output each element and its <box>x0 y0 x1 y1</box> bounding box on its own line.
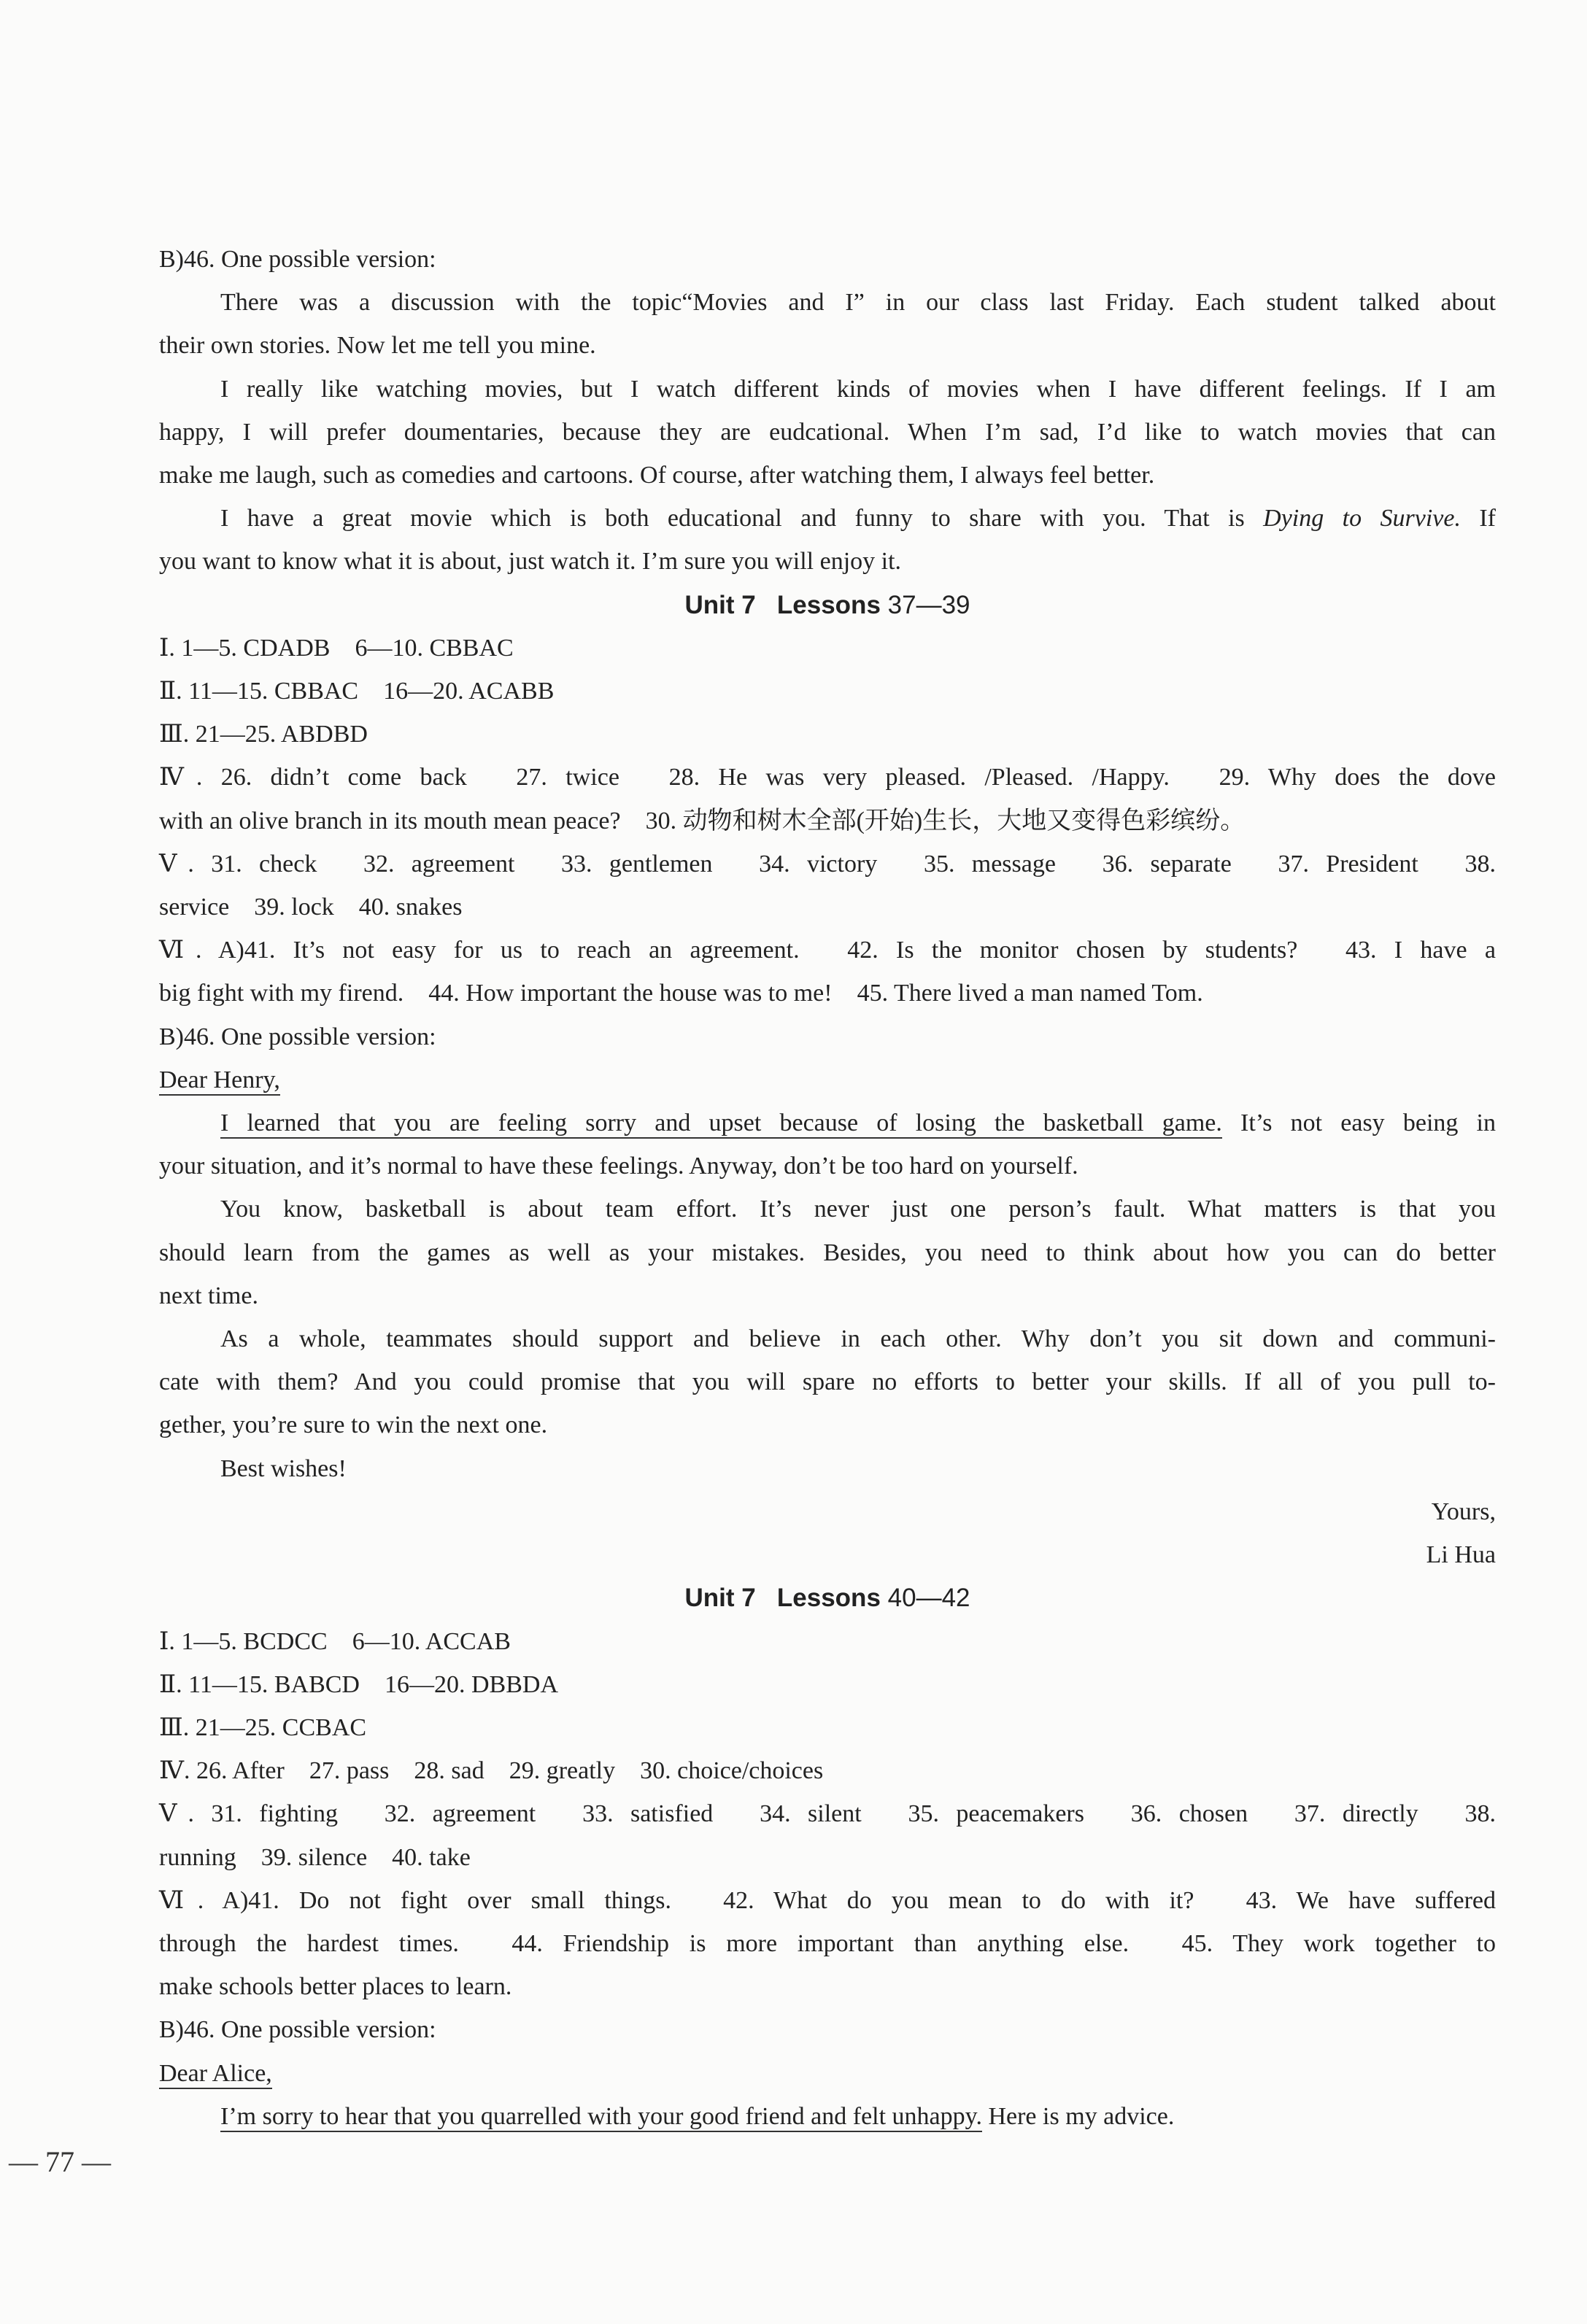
text-line: next time. <box>159 1282 258 1309</box>
letter-salutation: Dear Alice, <box>159 2052 1496 2095</box>
letter-salutation: Dear Henry, <box>159 1058 1496 1101</box>
answer-line: running 39. silence 40. take <box>159 1843 471 1871</box>
answer-line: Ⅱ. 11—15. BABCD 16—20. DBBDA <box>159 1670 559 1698</box>
answer-line: Ⅱ. 11—15. CBBAC 16—20. ACABB <box>159 678 555 705</box>
answer-line: Ⅳ. 26. After 27. pass 28. sad 29. greatly 30. choice/choices <box>159 1757 824 1785</box>
section-heading: Unit 7 Lessons 40—42 <box>684 1584 970 1613</box>
answer-line: Ⅲ. 21—25. CCBAC <box>159 1713 367 1741</box>
text-line: There was a discussion with the topic“Movies and I” in our class last Friday. Each student talked about <box>220 289 1496 317</box>
text-line: you want to know what it is about, just watch it. I’m sure you will enjoy it. <box>159 548 902 576</box>
movie-title: Dying to Survive. <box>1263 505 1461 532</box>
answer-line: Ⅰ. 1—5. CDADB 6—10. CBBAC <box>159 634 514 662</box>
text-line: I have a great movie which is both educational and funny to share with you. That is Dying to Survive. If <box>220 505 1496 532</box>
answer-line: with an olive branch in its mouth mean peace? 30. 动物和树木全部(开始)生长，大地又变得色彩缤纷。 <box>159 807 1246 834</box>
text-line: gether, you’re sure to win the next one. <box>159 1411 548 1439</box>
answer-line: Ⅰ. 1—5. BCDCC 6—10. ACCAB <box>159 1627 511 1655</box>
underlined-sentence: I learned that you are feeling sorry and upset because of losing the basketball game. <box>220 1109 1222 1139</box>
underlined-sentence: I’m sorry to hear that you quarrelled with your good friend and felt unhappy. <box>220 2103 982 2132</box>
document-body <box>159 238 1496 2138</box>
answer-line: Ⅳ. 26. didn’t come back 27. twice 28. He was very pleased. /Pleased. /Happy. 29. Why does the dove <box>159 764 1496 791</box>
text-line: make me laugh, such as comedies and cartoons. Of course, after watching them, I always feel better. <box>159 462 1155 489</box>
text-line: B)46. One possible version: <box>159 246 436 273</box>
text-line: I learned that you are feeling sorry and upset because of losing the basketball game. It’s not easy being in <box>159 1101 1496 1144</box>
letter-closing: Yours, <box>1431 1498 1496 1525</box>
text-line: should learn from the games as well as your mistakes. Besides, you need to think about how you can do better <box>159 1239 1496 1266</box>
text-line: your situation, and it’s normal to have these feelings. Anyway, don’t be too hard on yourself. <box>159 1153 1078 1180</box>
text-line: B)46. One possible version: <box>159 1023 436 1050</box>
letter-signature: Li Hua <box>1426 1541 1496 1569</box>
answer-line: Ⅵ. A)41. Do not fight over small things. 42. What do you mean to do with it? 43. We have suffered <box>159 1886 1496 1914</box>
text-line: B)46. One possible version: <box>159 2016 436 2044</box>
answer-line: Ⅴ. 31. check 32. agreement 33. gentlemen 34. victory 35. message 36. separate 37. President 38. <box>159 850 1496 878</box>
text-line: their own stories. Now let me tell you mine. <box>159 332 596 360</box>
answer-line: big fight with my firend. 44. How important the house was to me! 45. There lived a man named Tom. <box>159 980 1203 1007</box>
answer-line: through the hardest times. 44. Friendship is more important than anything else. 45. They work together to <box>159 1929 1496 1957</box>
page-number: — 77 — <box>9 2145 111 2178</box>
text-line: Best wishes! <box>220 1455 347 1482</box>
answer-line: Ⅴ. 31. fighting 32. agreement 33. satisfied 34. silent 35. peacemakers 36. chosen 37. directly 38. <box>159 1800 1496 1828</box>
answer-line: service 39. lock 40. snakes <box>159 894 463 921</box>
text-line: cate with them? And you could promise that you will spare no efforts to better your skills. If all of you pull to- <box>159 1368 1496 1396</box>
text-line: You know, basketball is about team effort. It’s never just one person’s fault. What matters is that you <box>220 1196 1496 1223</box>
section-heading: Unit 7 Lessons 37—39 <box>684 590 970 619</box>
answer-line: make schools better places to learn. <box>159 1973 512 2001</box>
answer-line: Ⅲ. 21—25. ABDBD <box>159 721 368 748</box>
text-line: As a whole, teammates should support and believe in each other. Why don’t you sit down and communi- <box>220 1325 1496 1353</box>
answer-line: Ⅵ. A)41. It’s not easy for us to reach an agreement. 42. Is the monitor chosen by students? 43. I have a <box>159 937 1496 964</box>
text-line: I’m sorry to hear that you quarrelled with your good friend and felt unhappy. Here is my advice. <box>159 2095 1496 2138</box>
text-line: happy, I will prefer doumentaries, because they are eudcational. When I’m sad, I’d like to watch movies that can <box>159 418 1496 446</box>
text-line: I really like watching movies, but I watch different kinds of movies when I have different feelings. If I am <box>220 375 1496 403</box>
